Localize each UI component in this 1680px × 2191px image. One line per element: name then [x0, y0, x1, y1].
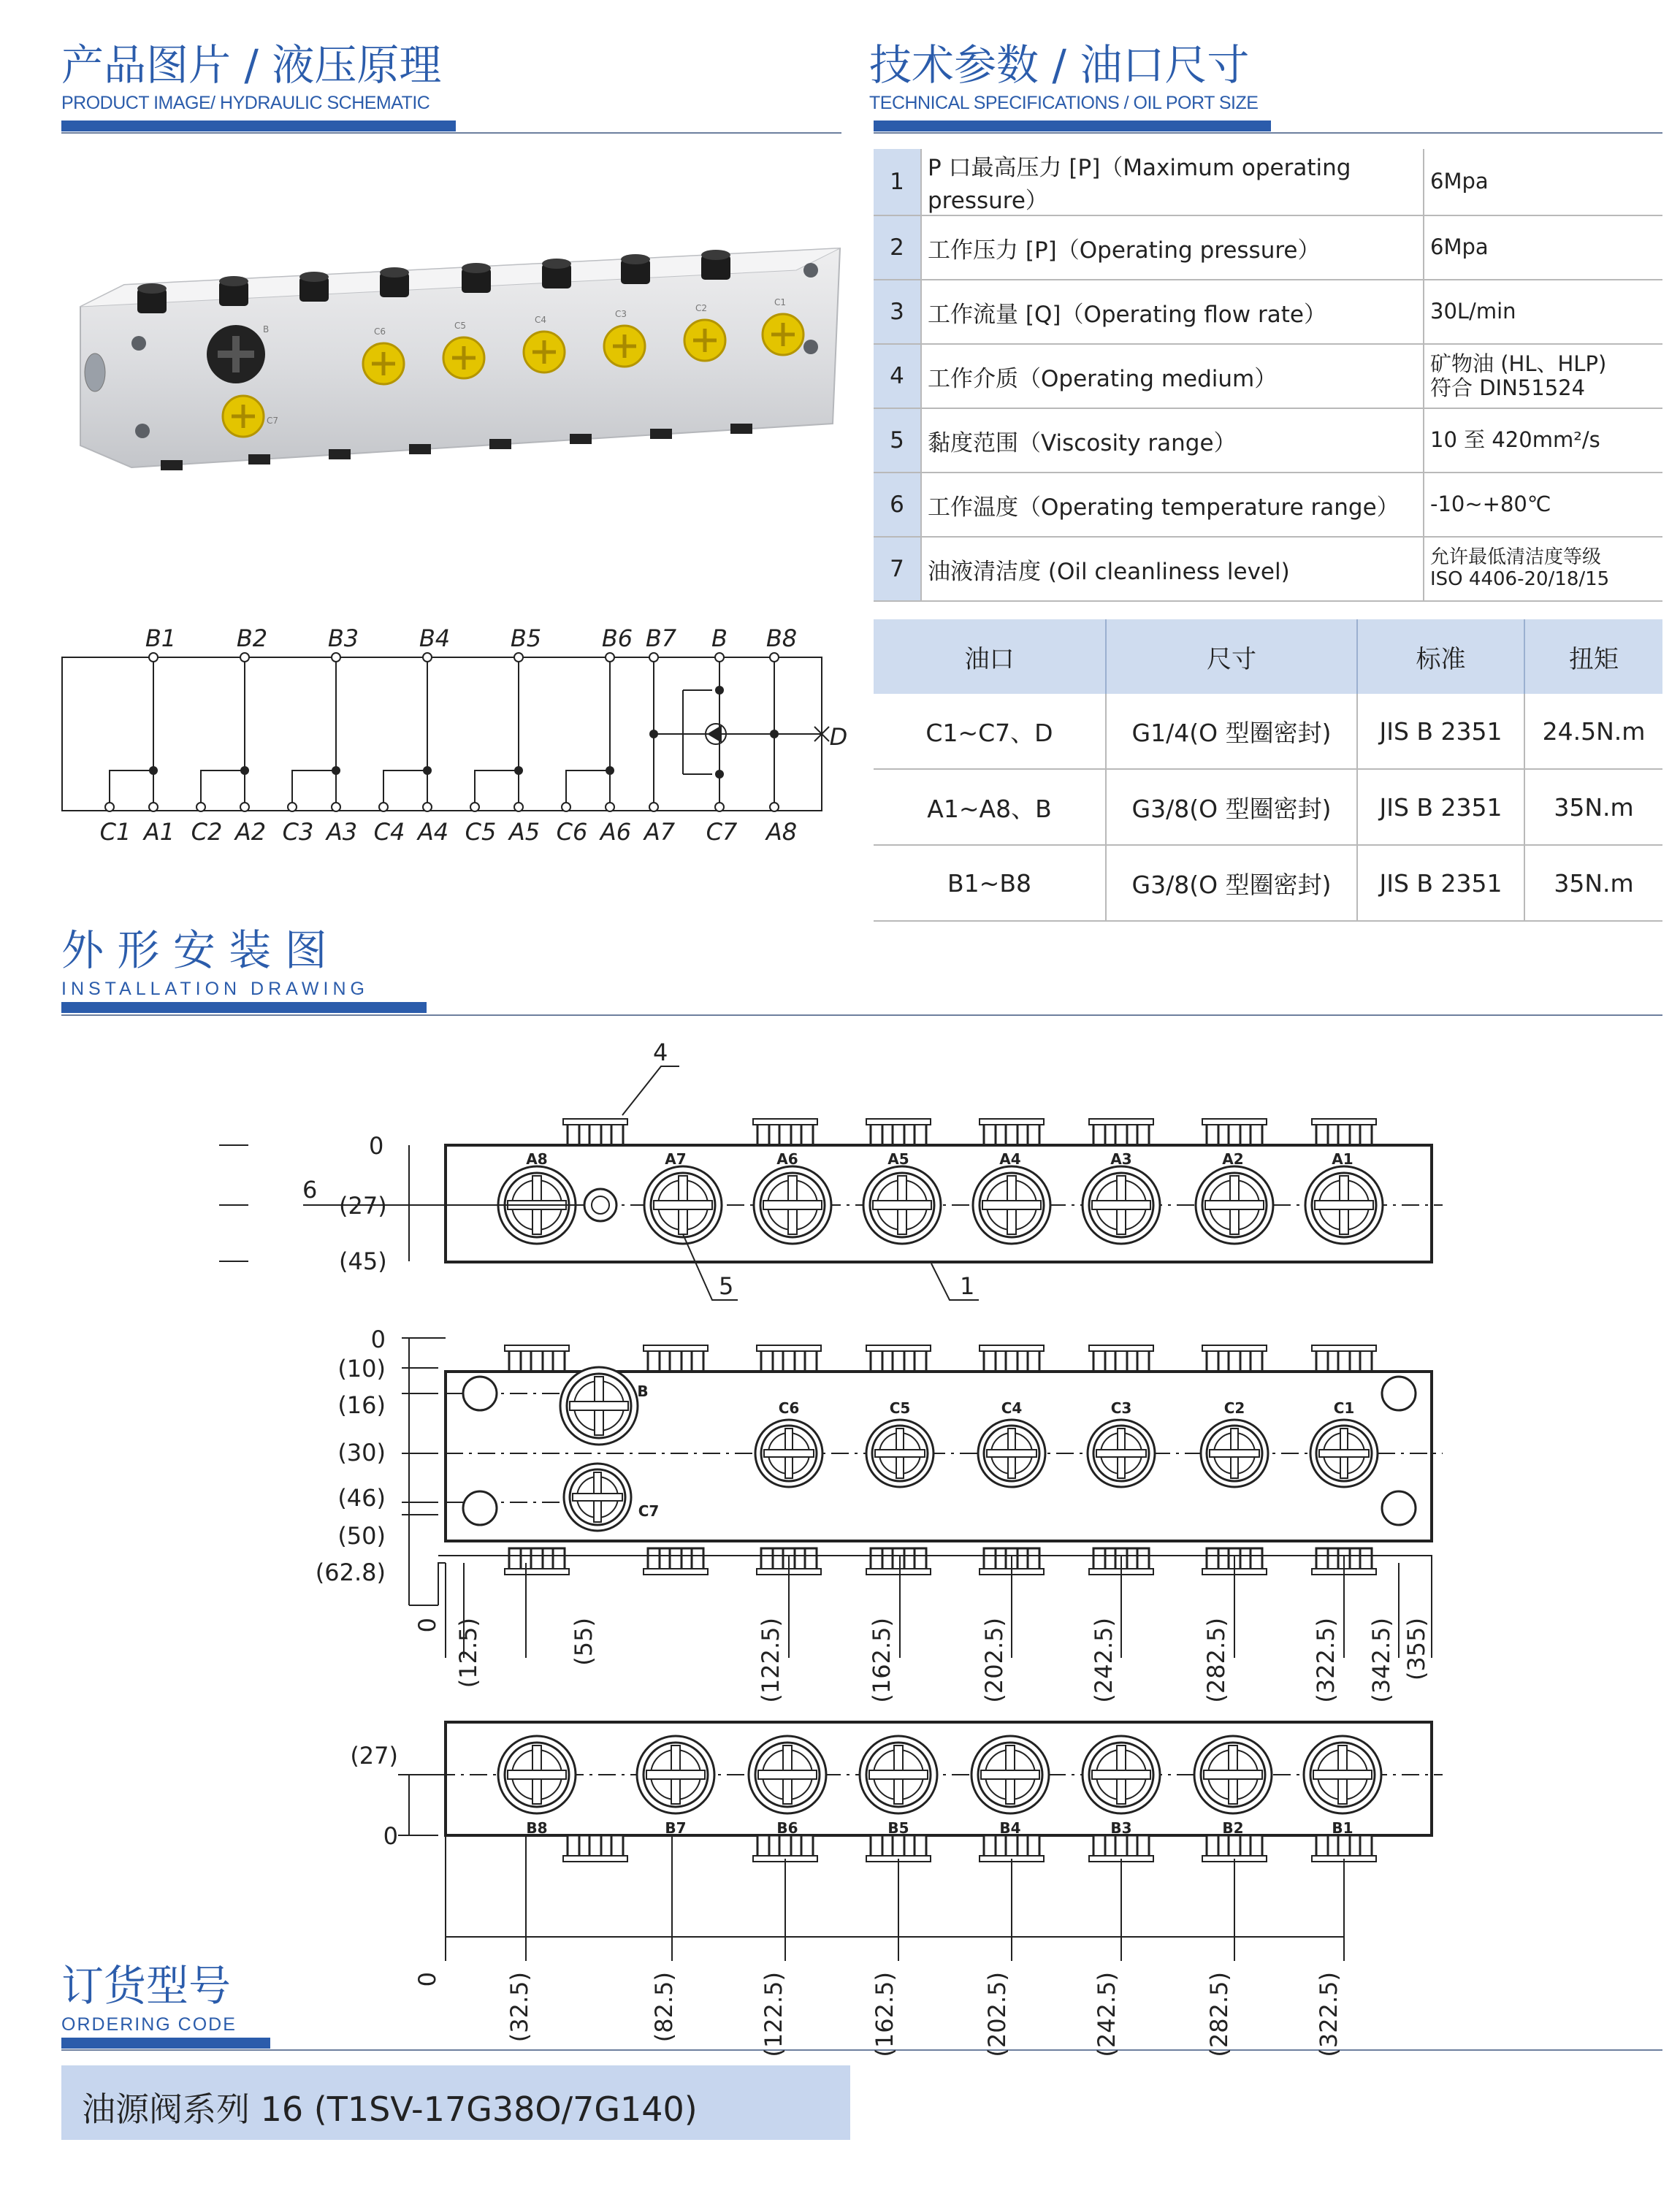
spec-row: [874, 149, 1662, 215]
schem-label-b3: B3: [327, 624, 359, 652]
spec-num: 2: [874, 215, 921, 280]
bottom-port-b2: B2: [1222, 1819, 1244, 1837]
front-port-c2: C2: [1223, 1399, 1245, 1417]
schem-label-c2: C2: [191, 818, 223, 846]
schem-label-a8: A8: [765, 818, 798, 846]
bottom-port-b5: B5: [887, 1819, 909, 1837]
bottom-hdim-282-5: (282.5): [1205, 1972, 1233, 2057]
tech-section-subtitle: TECHNICAL SPECIFICATIONS / OIL PORT SIZE: [869, 93, 1259, 113]
port-cell: A1~A8、B: [874, 769, 1106, 845]
bottom-port-b6: B6: [776, 1819, 798, 1837]
schem-label-c4: C4: [373, 818, 405, 846]
port-cell: JIS B 2351: [1357, 769, 1524, 845]
port-cell: 35N.m: [1524, 845, 1662, 921]
front-port-c4: C4: [1001, 1399, 1023, 1417]
top-callout-4: 4: [653, 1039, 668, 1066]
schem-label-b6: B6: [601, 624, 633, 652]
bottom-hdim-162-5: (162.5): [871, 1972, 898, 2057]
port-row: [874, 845, 1662, 921]
photo-label-c4: C4: [535, 315, 547, 325]
photo-label-b: B: [263, 324, 270, 334]
top-dim-0: 0: [369, 1132, 384, 1160]
front-vdim-62-8: (62.8): [315, 1559, 386, 1586]
product-section-subtitle: PRODUCT IMAGE/ HYDRAULIC SCHEMATIC: [61, 93, 430, 113]
top-port-a5: A5: [887, 1150, 909, 1168]
top-dim-45: (45): [339, 1247, 387, 1275]
port-header-torque: 扭矩: [1524, 619, 1662, 694]
port-cell: G1/4(O 型圈密封): [1106, 694, 1357, 769]
order-section-title: 订货型号: [61, 1961, 232, 2011]
top-port-a3: A3: [1110, 1150, 1132, 1168]
port-header-port: 油口: [874, 619, 1106, 694]
bottom-hdim-82-5: (82.5): [650, 1972, 678, 2043]
front-hdim-355: (355): [1402, 1618, 1430, 1681]
front-hdim-12-5: (12.5): [454, 1618, 482, 1689]
top-callout-5: 5: [719, 1272, 734, 1300]
port-cell: C1~C7、D: [874, 694, 1106, 769]
schem-label-b4: B4: [419, 624, 451, 652]
schem-label-a7: A7: [644, 818, 676, 846]
schem-label-d: D: [829, 723, 848, 751]
order-section-bar: [61, 2038, 270, 2049]
spec-value: 6Mpa: [1424, 215, 1662, 280]
spec-row: [874, 408, 1662, 473]
port-header-standard: 标准: [1357, 619, 1524, 694]
spec-value: 6Mpa: [1424, 149, 1662, 215]
tech-section-title: 技术参数 / 油口尺寸: [869, 40, 1250, 90]
install-section-rule: [61, 1014, 1662, 1016]
photo-label-c6: C6: [374, 326, 386, 337]
spec-desc: P 口最高压力 [P]（Maximum operating pressure）: [921, 149, 1424, 215]
spec-value: 10 至 420mm²/s: [1424, 408, 1662, 473]
bottom-hdim-32-5: (32.5): [505, 1972, 533, 2043]
port-cell: B1~B8: [874, 845, 1106, 921]
ordering-code: 油源阀系列 16 (T1SV-17G38O/7G140): [82, 2089, 698, 2129]
schem-label-c1: C1: [99, 818, 131, 846]
front-port-c7: C7: [638, 1502, 660, 1520]
spec-desc: 工作压力 [P]（Operating pressure）: [921, 215, 1424, 280]
bottom-port-b8: B8: [526, 1819, 548, 1837]
bottom-hdim-122-5: (122.5): [760, 1972, 787, 2057]
front-vdim-46: (46): [337, 1484, 386, 1512]
front-hdim-122-5: (122.5): [757, 1618, 784, 1703]
bottom-port-b1: B1: [1332, 1819, 1353, 1837]
schem-label-c5: C5: [465, 818, 497, 846]
bottom-vdim-27: (27): [350, 1742, 398, 1770]
spec-value: [1424, 537, 1662, 601]
front-hdim-342-5: (342.5): [1367, 1618, 1395, 1703]
bottom-port-b4: B4: [999, 1819, 1021, 1837]
port-header-row: [874, 619, 1662, 694]
port-row: [874, 694, 1662, 769]
top-dim-27: (27): [339, 1192, 387, 1220]
front-hdim-202-5: (202.5): [980, 1618, 1008, 1703]
spec-desc: 油液清洁度 (Oil cleanliness level): [921, 537, 1424, 601]
install-section-subtitle: INSTALLATION DRAWING: [61, 979, 369, 999]
photo-label-c5: C5: [454, 321, 467, 331]
bottom-view: [350, 1722, 1443, 2057]
front-vdim-0: 0: [370, 1326, 386, 1353]
top-port-a1: A1: [1332, 1150, 1353, 1168]
schem-label-b1: B1: [145, 624, 177, 652]
install-section-title: 外 形 安 装 图: [61, 925, 327, 975]
photo-label-c3: C3: [615, 309, 627, 319]
schem-label-a1: A1: [143, 818, 175, 846]
spec-desc: 工作流量 [Q]（Operating flow rate）: [921, 280, 1424, 344]
spec-row: [874, 344, 1662, 408]
spec-row: [874, 280, 1662, 344]
front-vdim-30: (30): [337, 1439, 386, 1467]
port-row: [874, 769, 1662, 845]
product-section-rule: [61, 132, 841, 134]
spec-num: 5: [874, 408, 921, 473]
spec-num: 6: [874, 473, 921, 537]
top-callout-1: 1: [960, 1272, 975, 1300]
bottom-port-b3: B3: [1110, 1819, 1132, 1837]
spec-num: 4: [874, 344, 921, 408]
schem-label-a5: A5: [508, 818, 541, 846]
product-photo: [73, 204, 847, 482]
top-port-a2: A2: [1222, 1150, 1244, 1168]
order-section-subtitle: ORDERING CODE: [61, 2014, 237, 2035]
schem-label-c3: C3: [282, 818, 314, 846]
schem-label-b2: B2: [236, 624, 268, 652]
order-section-rule: [61, 2049, 1662, 2051]
spec-desc: 工作介质（Operating medium）: [921, 344, 1424, 408]
product-section-bar: [61, 121, 456, 131]
top-port-a6: A6: [776, 1150, 798, 1168]
spec-value: 30L/min: [1424, 280, 1662, 344]
front-port-b: B: [637, 1383, 649, 1400]
top-view: [219, 1039, 1443, 1300]
front-port-c3: C3: [1110, 1399, 1132, 1417]
port-cell: G3/8(O 型圈密封): [1106, 845, 1357, 921]
spec-value-line1: 矿物油 (HL、HLP): [1430, 351, 1607, 376]
schem-label-b8: B8: [765, 624, 798, 652]
port-cell: 24.5N.m: [1524, 694, 1662, 769]
schem-label-b: B: [711, 624, 728, 652]
bottom-hdim-242-5: (242.5): [1093, 1972, 1120, 2057]
port-cell: JIS B 2351: [1357, 845, 1524, 921]
front-hdim-0: 0: [413, 1618, 441, 1633]
front-port-c6: C6: [778, 1399, 800, 1417]
front-hdim-162-5: (162.5): [868, 1618, 896, 1703]
photo-label-c7: C7: [267, 416, 279, 426]
schem-label-b7: B7: [645, 624, 677, 652]
spec-table: [874, 149, 1662, 602]
schem-label-a4: A4: [417, 818, 449, 846]
spec-value-line1: 允许最低清洁度等级: [1430, 546, 1602, 569]
port-cell: 35N.m: [1524, 769, 1662, 845]
front-port-c1: C1: [1333, 1399, 1355, 1417]
front-vdim-10: (10): [337, 1355, 386, 1383]
top-port-a4: A4: [999, 1150, 1021, 1168]
spec-num: 3: [874, 280, 921, 344]
front-hdim-322-5: (322.5): [1312, 1618, 1340, 1703]
hydraulic-schematic: [44, 621, 862, 854]
bottom-vdim-0: 0: [383, 1822, 398, 1850]
spec-value-line2: 符合 DIN51524: [1430, 375, 1586, 400]
bottom-hdim-0: 0: [413, 1972, 441, 1987]
port-table: [874, 619, 1662, 922]
bottom-hdim-322-5: (322.5): [1315, 1972, 1343, 2057]
photo-label-c2: C2: [695, 303, 708, 313]
tech-section-rule: [874, 132, 1662, 134]
spec-value-line2: ISO 4406-20/18/15: [1430, 568, 1610, 590]
spec-row: [874, 537, 1662, 601]
schem-label-b5: B5: [510, 624, 542, 652]
install-section-bar: [61, 1002, 427, 1013]
schem-label-a6: A6: [600, 818, 632, 846]
front-vdim-16: (16): [337, 1391, 386, 1419]
spec-value: [1424, 344, 1662, 408]
front-hdim-242-5: (242.5): [1090, 1618, 1118, 1703]
tech-section-bar: [874, 121, 1271, 131]
bottom-hdim-202-5: (202.5): [983, 1972, 1011, 2057]
product-section-title: 产品图片 / 液压原理: [61, 40, 442, 90]
spec-row: [874, 473, 1662, 537]
spec-desc: 工作温度（Operating temperature range）: [921, 473, 1424, 537]
spec-num: 7: [874, 537, 921, 601]
port-header-size: 尺寸: [1106, 619, 1357, 694]
front-port-c5: C5: [889, 1399, 911, 1417]
top-port-a8: A8: [526, 1150, 548, 1168]
photo-label-c1: C1: [774, 297, 787, 307]
bottom-port-b7: B7: [665, 1819, 687, 1837]
front-hdim-55: (55): [570, 1618, 597, 1666]
front-hdim-282-5: (282.5): [1202, 1618, 1230, 1703]
front-view: [316, 1326, 1443, 1703]
front-vdim-50: (50): [337, 1522, 386, 1550]
schem-label-a2: A2: [234, 818, 267, 846]
top-callout-6: 6: [302, 1176, 318, 1204]
port-cell: JIS B 2351: [1357, 694, 1524, 769]
port-cell: G3/8(O 型圈密封): [1106, 769, 1357, 845]
spec-value: -10~+80℃: [1424, 473, 1662, 537]
spec-desc: 黏度范围（Viscosity range）: [921, 408, 1424, 473]
spec-num: 1: [874, 149, 921, 215]
schem-label-a3: A3: [326, 818, 358, 846]
spec-row: [874, 215, 1662, 280]
schem-label-c7: C7: [706, 818, 738, 846]
top-port-a7: A7: [665, 1150, 687, 1168]
schem-label-c6: C6: [556, 818, 588, 846]
